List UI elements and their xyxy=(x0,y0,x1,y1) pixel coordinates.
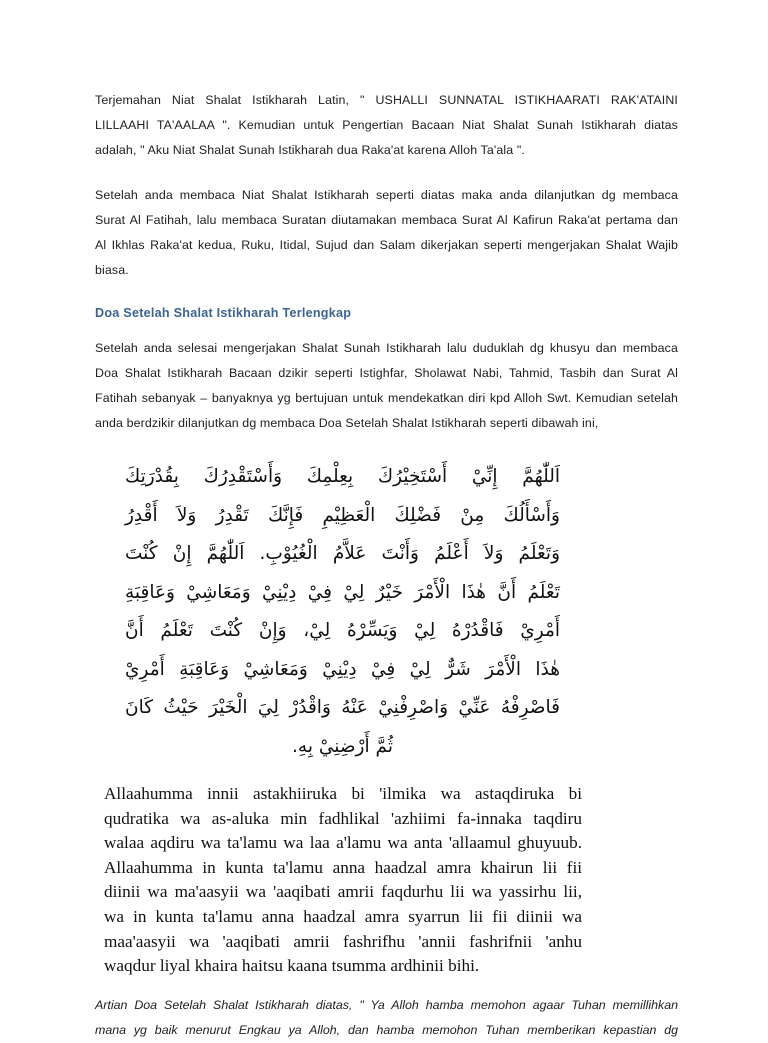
arabic-dua-block xyxy=(95,458,678,766)
arabic-line: تَعْلَمُ أَنَّ هٰذَا الْأَمْرَ خَيْرٌ لِيْ فِيْ دِيْنِيْ وَمَعَاشِيْ وَعَاقِبَةِ xyxy=(125,581,560,603)
arabic-line: ثُمَّ أَرْضِنِيْ بِهِ. xyxy=(292,735,393,757)
paragraph-dzikir-pengantar xyxy=(95,336,678,436)
transliteration-line: qudratika wa as-aluka min fadhlikal 'azhiimi fa-innaka taqdiru xyxy=(104,808,582,828)
transliteration-line: maa'aasyii wa 'aaqibati amrii fashrifhu 'annii fashrifnii 'anhu xyxy=(104,931,582,951)
transliteration-line: diinii wa ma'aasyii wa 'aaqibati amrii faqdurhu lii wa yassirhu lii, xyxy=(104,882,582,902)
arabic-line: فَاصْرِفْهُ عَنِّيْ وَاصْرِفْنِيْ عَنْهُ وَاقْدُرْ لِيَ الْخَيْرَ حَيْثُ كَانَ xyxy=(125,697,560,718)
paragraph-artian-doa xyxy=(95,993,678,1043)
section-heading-doa-setelah-shalat-istikharah: Doa Setelah Shalat Istikharah Terlengkap xyxy=(95,306,352,320)
paragraph-line: Doa Shalat Istikharah Bacaan dzikir seperti Istighfar, Sholawat Nabi, Tahmid, Tasbih dan Surat Al xyxy=(95,366,678,380)
transliteration-line: waqdur liyal khaira haitsu kaana tsumma ardhinii bihi. xyxy=(104,956,480,976)
arabic-line: وَتَعْلَمُ وَلاَ أَعْلَمُ وَأَنْتَ عَلاَّمُ الْغُيُوْبِ. اَللّٰهُمَّ إِنْ كُنْتَ xyxy=(125,543,560,564)
paragraph-line: Fatihah sebanyak – banyaknya yg bertujuan untuk mendekatkan diri kpd Alloh Swt. Kemudian setelah xyxy=(95,391,678,405)
paragraph-line: adalah, " Aku Niat Shalat Sunah Istikharah dua Raka'at karena Alloh Ta'ala ". xyxy=(95,143,525,157)
paragraph-line: Artian Doa Setelah Shalat Istikharah diatas, " Ya Alloh hamba memohon agaar Tuhan memillihkan xyxy=(95,997,678,1012)
paragraph-tata-cara xyxy=(95,183,678,283)
transliteration-block xyxy=(95,782,678,979)
paragraph-line: LILLAAHI TA'AALAA ". Kemudian untuk Pengertian Bacaan Niat Shalat Sunah Istikharah diatas xyxy=(95,118,678,132)
transliteration-line: wa in kunta ta'lamu anna haadzal amra syarrun lii fii diinii wa xyxy=(104,906,582,926)
paragraph-line: anda berdzikir dilanjutkan dg membaca Doa Setelah Shalat Istikharah seperti dibawah ini, xyxy=(95,416,599,430)
paragraph-line: biasa. xyxy=(95,263,129,277)
transliteration-line: walaa aqdiru wa ta'lamu wa laa a'lamu wa anta 'allaamul ghuyuub. xyxy=(104,833,582,853)
paragraph-niat-terjemahan xyxy=(95,88,678,163)
arabic-line: اَللّٰهُمَّ إِنِّيْ أَسْتَخِيْرُكَ بِعِلْمِكَ وَأَسْتَقْدِرُكَ بِقُدْرَتِكَ xyxy=(125,466,560,487)
paragraph-line: Setelah anda selesai mengerjakan Shalat Sunah Istikharah lalu duduklah dg khusyu dan membaca xyxy=(95,341,678,355)
transliteration-line: Allaahumma innii astakhiiruka bi 'ilmika wa astaqdiruka bi xyxy=(104,784,582,803)
arabic-line: أَمْرِيْ فَاقْدُرْهُ لِيْ وَيَسِّرْهُ لِيْ، وَإِنْ كُنْتَ تَعْلَمُ أَنَّ xyxy=(125,620,560,641)
arabic-line: وَأَسْأَلُكَ مِنْ فَضْلِكَ الْعَظِيْمِ فَإِنَّكَ تَقْدِرُ وَلاَ أَقْدِرُ xyxy=(125,504,560,526)
paragraph-line: Surat Al Fatihah, lalu membaca Suratan diutamakan membaca Surat Al Kafirun Raka'at pertama dan xyxy=(95,213,678,227)
paragraph-line: Terjemahan Niat Shalat Istikharah Latin, " USHALLI SUNNATAL ISTIKHAARATI RAK'ATAINI xyxy=(95,93,678,107)
transliteration-line: Allaahumma in kunta ta'lamu anna haadzal amra khairun lii fii xyxy=(104,857,582,877)
paragraph-line: Setelah anda membaca Niat Shalat Istikharah seperti diatas maka anda dilanjutkan dg membaca xyxy=(95,188,678,202)
paragraph-line: Al Ikhlas Raka'at kedua, Ruku, Itidal, Sujud dan Salam dikerjakan seperti mengerjakan Shalat Wajib xyxy=(95,238,678,252)
arabic-line: هٰذَا الْأَمْرَ شَرٌّ لِيْ فِيْ دِيْنِيْ وَمَعَاشِيْ وَعَاقِبَةِ أَمْرِيْ xyxy=(125,658,560,680)
paragraph-line: mana yg baik menurut Engkau ya Alloh, dan hamba memohon Tuhan memberikan kepastian dg xyxy=(95,1022,678,1037)
